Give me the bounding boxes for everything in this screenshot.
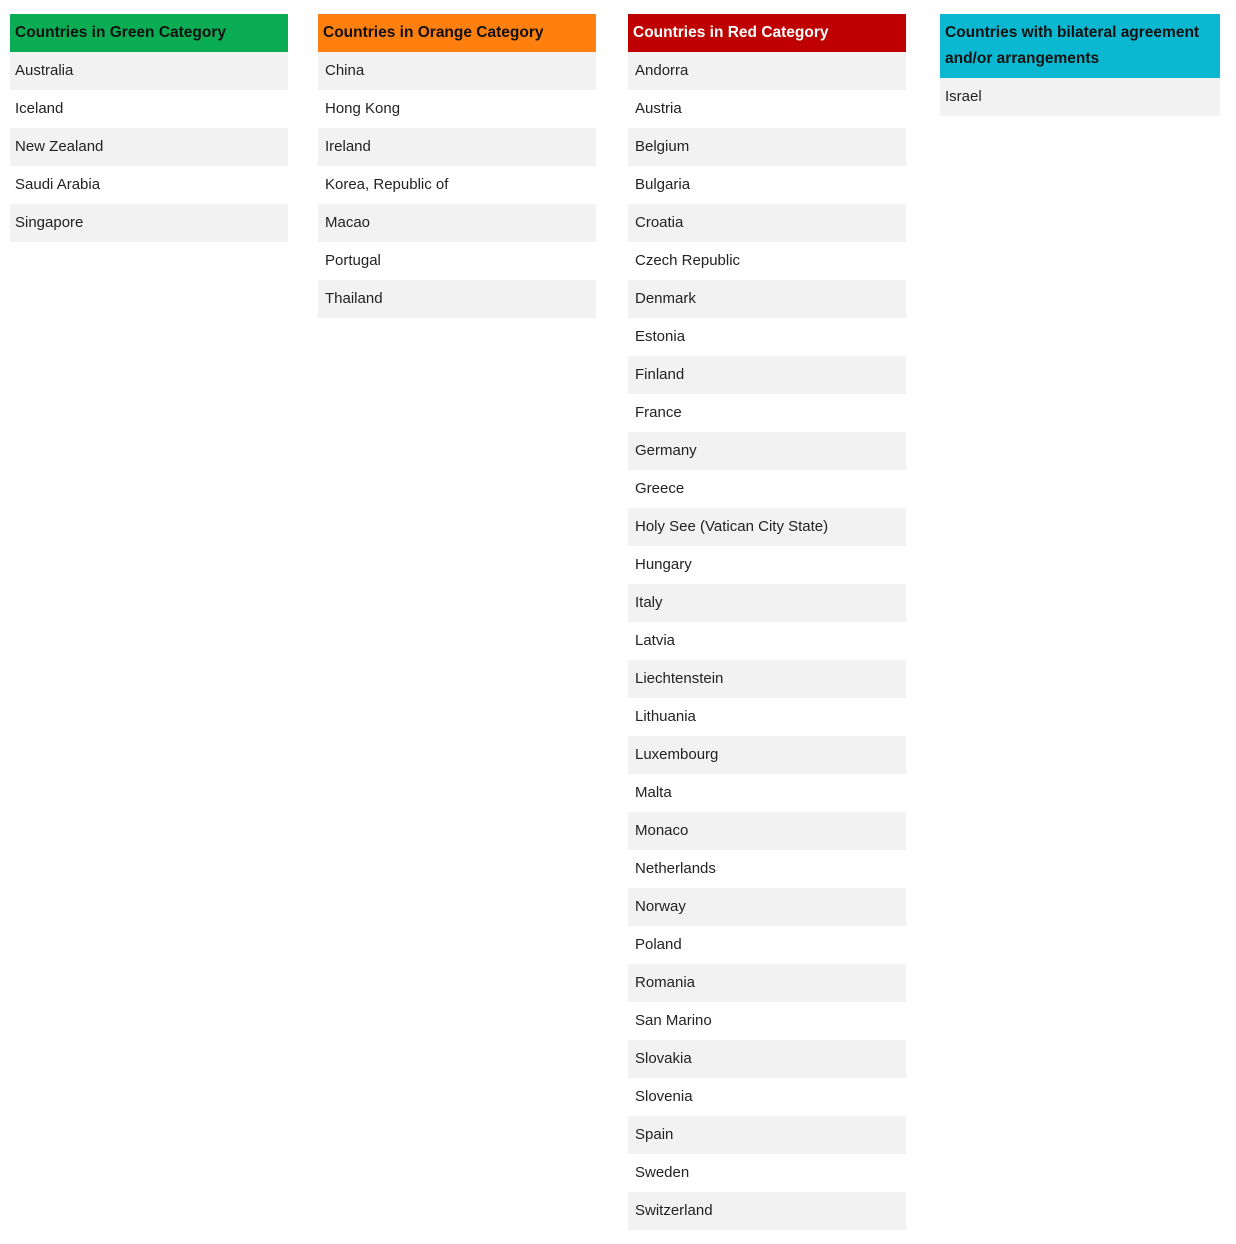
country-row: Slovenia [628,1078,906,1116]
red-category-list [628,52,906,1230]
country-row: Sweden [628,1154,906,1192]
country-row: Singapore [10,204,288,242]
red-category-header: Countries in Red Category [628,14,906,52]
country-row: Saudi Arabia [10,166,288,204]
green-category-list [10,52,288,242]
country-row: Korea, Republic of [318,166,596,204]
country-row: Czech Republic [628,242,906,280]
country-row: Denmark [628,280,906,318]
country-row: Latvia [628,622,906,660]
country-row: Bulgaria [628,166,906,204]
country-row: Romania [628,964,906,1002]
country-row: Israel [940,78,1220,116]
country-row: Liechtenstein [628,660,906,698]
country-row: Iceland [10,90,288,128]
country-row: Macao [318,204,596,242]
country-row: Switzerland [628,1192,906,1230]
bilateral-agreement-list [940,78,1220,116]
country-row: Monaco [628,812,906,850]
country-row: Spain [628,1116,906,1154]
country-row: Croatia [628,204,906,242]
country-row: Germany [628,432,906,470]
country-row: Andorra [628,52,906,90]
country-row: Luxembourg [628,736,906,774]
country-row: New Zealand [10,128,288,166]
orange-category-header: Countries in Orange Category [318,14,596,52]
country-row: China [318,52,596,90]
country-row: Portugal [318,242,596,280]
country-row: France [628,394,906,432]
green-category-header: Countries in Green Category [10,14,288,52]
country-row: Estonia [628,318,906,356]
red-category-table [628,14,906,1230]
orange-category-table [318,14,596,318]
country-row: Hong Kong [318,90,596,128]
country-row: Italy [628,584,906,622]
country-row: San Marino [628,1002,906,1040]
country-row: Finland [628,356,906,394]
country-row: Greece [628,470,906,508]
country-row: Lithuania [628,698,906,736]
country-row: Norway [628,888,906,926]
country-row: Poland [628,926,906,964]
country-row: Holy See (Vatican City State) [628,508,906,546]
country-row: Austria [628,90,906,128]
country-row: Belgium [628,128,906,166]
country-row: Ireland [318,128,596,166]
country-row: Malta [628,774,906,812]
country-row: Netherlands [628,850,906,888]
bilateral-agreement-table [940,14,1220,116]
country-row: Hungary [628,546,906,584]
green-category-table [10,14,288,242]
country-row: Australia [10,52,288,90]
country-row: Thailand [318,280,596,318]
country-row: Slovakia [628,1040,906,1078]
bilateral-agreement-header: Countries with bilateral agreement and/or arrangements [940,14,1220,78]
orange-category-list [318,52,596,318]
